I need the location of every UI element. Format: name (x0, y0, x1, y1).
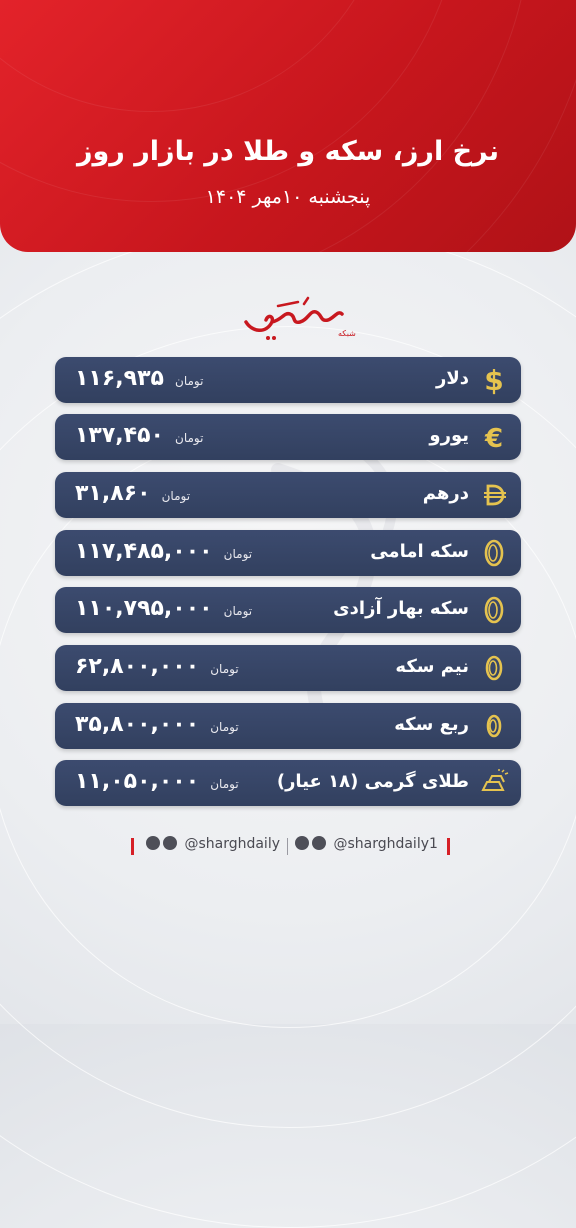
gold-bar-icon (479, 768, 509, 798)
rate-row-quarter-coin (55, 703, 521, 749)
rate-row-coin-emami (55, 530, 521, 576)
svg-text:$: $ (484, 365, 504, 395)
dirham-icon (479, 480, 509, 510)
coin-icon (479, 595, 509, 625)
unit-label: تومان (175, 431, 204, 445)
footer-accent-bar (447, 838, 450, 855)
rate-label: نیم سکه (395, 656, 469, 677)
rate-price (75, 481, 190, 506)
coin-icon (479, 653, 509, 683)
dollar-icon (479, 365, 509, 395)
rate-row-dirham (55, 472, 521, 518)
rate-value: ۱۱,۰۵۰,۰۰۰ (75, 769, 200, 794)
shargh-logo (238, 292, 358, 342)
rate-label: سکه بهار آزادی (333, 598, 469, 619)
rate-value: ۱۱۰,۷۹۵,۰۰۰ (75, 596, 213, 621)
rate-value: ۶۲,۸۰۰,۰۰۰ (75, 654, 200, 679)
svg-text:شبکه: شبکه (338, 329, 356, 338)
footer-divider (287, 838, 288, 855)
rate-label: طلای گرمی (۱۸ عیار) (276, 771, 469, 792)
footer-handle-left[interactable] (146, 836, 280, 856)
unit-label: تومان (223, 604, 253, 618)
rate-price (75, 596, 252, 621)
unit-label: تومان (210, 777, 239, 791)
coin-icon (479, 711, 509, 741)
footer-accent-bar (131, 838, 134, 855)
handle-text: @sharghdaily1 (333, 836, 438, 852)
rate-price (75, 423, 203, 448)
rate-label: یورو (429, 425, 469, 446)
rate-row-gold-gram (55, 760, 521, 806)
rate-value: ۳۵,۸۰۰,۰۰۰ (75, 712, 200, 737)
handle-text: @sharghdaily (184, 836, 280, 852)
rate-row-euro (55, 414, 521, 460)
telegram-icon (146, 836, 160, 850)
rate-label: ربع سکه (394, 714, 469, 735)
unit-label: تومان (161, 489, 191, 503)
rate-value: ۳۱,۸۶۰ (75, 481, 151, 506)
euro-icon (479, 422, 509, 452)
rate-price (75, 769, 239, 794)
rate-value: ۱۱۶,۹۳۵ (75, 366, 164, 391)
instagram-icon (295, 836, 309, 850)
header-banner (0, 0, 576, 252)
svg-text:€: € (484, 424, 504, 452)
rate-price (75, 654, 239, 679)
rate-value: ۱۱۷,۴۸۵,۰۰۰ (75, 539, 213, 564)
rate-price (75, 366, 203, 391)
page-title: نرخ ارز، سکه و طلا در بازار روز (76, 136, 500, 167)
unit-label: تومان (223, 547, 253, 561)
rate-price (75, 712, 239, 737)
rate-price (75, 539, 252, 564)
rate-row-half-coin (55, 645, 521, 691)
unit-label: تومان (210, 662, 239, 676)
rate-label: درهم (422, 483, 469, 504)
rate-row-coin-bahar (55, 587, 521, 633)
youtube-icon (312, 836, 326, 850)
coin-icon (479, 538, 509, 568)
rate-label: دلار (435, 368, 469, 389)
rate-label: سکه امامی (370, 541, 469, 562)
unit-label: تومان (175, 374, 204, 388)
unit-label: تومان (210, 720, 239, 734)
rate-value: ۱۳۷,۴۵۰ (75, 423, 164, 448)
footer-handle-right[interactable] (295, 836, 438, 856)
rate-row-dollar (55, 357, 521, 403)
date-subtitle: پنجشنبه ۱۰مهر ۱۴۰۴ (205, 186, 371, 208)
twitter-icon (163, 836, 177, 850)
